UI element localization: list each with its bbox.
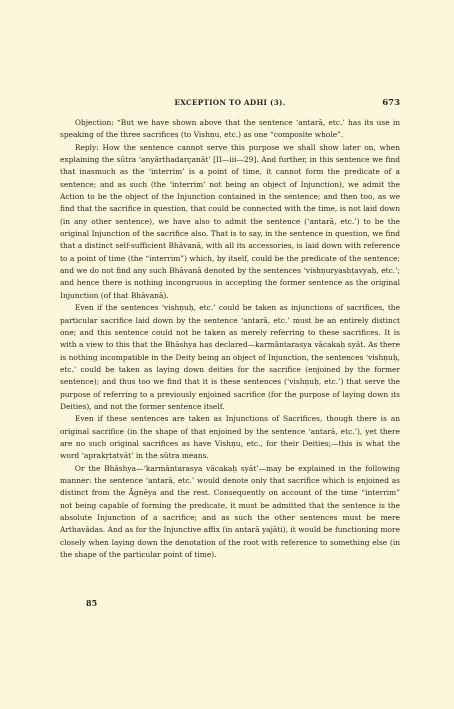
paragraph-vishnu-sentences: Even if the sentences ‘vishṇuḥ, etc.’ could be taken as injunctions of sacrifices, the particular sacrifice laid down by the sentence ‘antarā, etc.’ must be an entirely distinct one; and this sentence could not be taken as merely referring to these sacrifices. It is with a view to this that the Bhāshya has declared—karmāntarasya vācakaḥ syāt. As there is nothing incompatible in the Deity being an object of Injunction, the sentences ‘vishṇuḥ, etc.’ could be taken as laying down deities for the sacrifice (enjoined by the former sentence); and thus too we find that it is these sentences (‘vishṇuḥ, etc.’) that serve the purpose of referring to a previously enjoined sacrifice (for the purpose of laying down its Deities), and not the former sentence itself.	[60, 303, 400, 411]
signature-mark: 85	[86, 598, 98, 608]
paragraph-objection: Objection: “But we have shown above that the sentence ‘antarā, etc.’ has its use in speaking of the three sacrifices (to Vishṇu, etc.) as one “composite whole”.	[60, 118, 400, 140]
paragraph-original-sacrifice: Even if these sentences are taken as Injunctions of Sacrifices, though there is an original sacrifice (in the shape of that enjoined by the sentence ‘antarā, etc.’), yet there are no such original sacrifices as have Vishṇu, etc., for their Deities;—this is what the word ‘aprakṛtatvāt’ in the sūtra means.	[60, 414, 400, 461]
paragraph-bhashya-explanation: Or the Bhāshya—‘karmāntarasya vācakaḥ syāt’—may be explained in the following manner: the sentence ‘antarā, etc.’ would denote only that sacrifice which is enjoined as distinct from the Āgnēya and the rest. Consequently on account of the time “interrim” not being capable of forming the predicate, it must be admitted that the sentence is the absolute Injunction of a sacrifice; and as such the other sentences must be mere Arthavādas. And as for the Injunctive affix (in antarā yajāti), it would be functioning more closely when laying down the denotation of the root with reference to something else (in the shape of the particular point of time).	[60, 463, 400, 560]
running-head: EXCEPTION TO ADHI (3).	[174, 98, 286, 107]
paragraph-reply: Reply: How the sentence cannot serve this purpose we shall show later on, when explaining the sūtra ‘anyārthadarçanāt’ [II—iii—29]. And further, in this sentence we find that inasmuch as the ‘interrim’ is a point of time, it cannot form the predicate of a sentence; and as such (the ‘interrim’ not being an object of Injunction), we admit the Action to be the object of the Injunction contained in the sentence; and then too, as we find that the sacrifice in question, that could be connected with the time, is not laid down (in any other sentence), we have also to admit the sentence (‘antarā, etc.’) to be the original Injunction of the sacrifice also. That is to say, in the sentence in question, we find that a distinct self-sufficient Bhāvanā, with all its accessories, is laid down with reference to a point of time (the “interrim”) which, by itself, could be the predicate of the sentence; and we do not find any such Bhāvanā denoted by the sentences ‘vishṇuryashṭavyaḥ, etc.’; and hence there is nothing incongruous in accepting the former sentence as the original Injunction (of that Bhāvanā).	[60, 142, 400, 300]
page-number: 673	[382, 98, 400, 108]
page-header	[60, 98, 400, 110]
body-text	[60, 117, 400, 561]
